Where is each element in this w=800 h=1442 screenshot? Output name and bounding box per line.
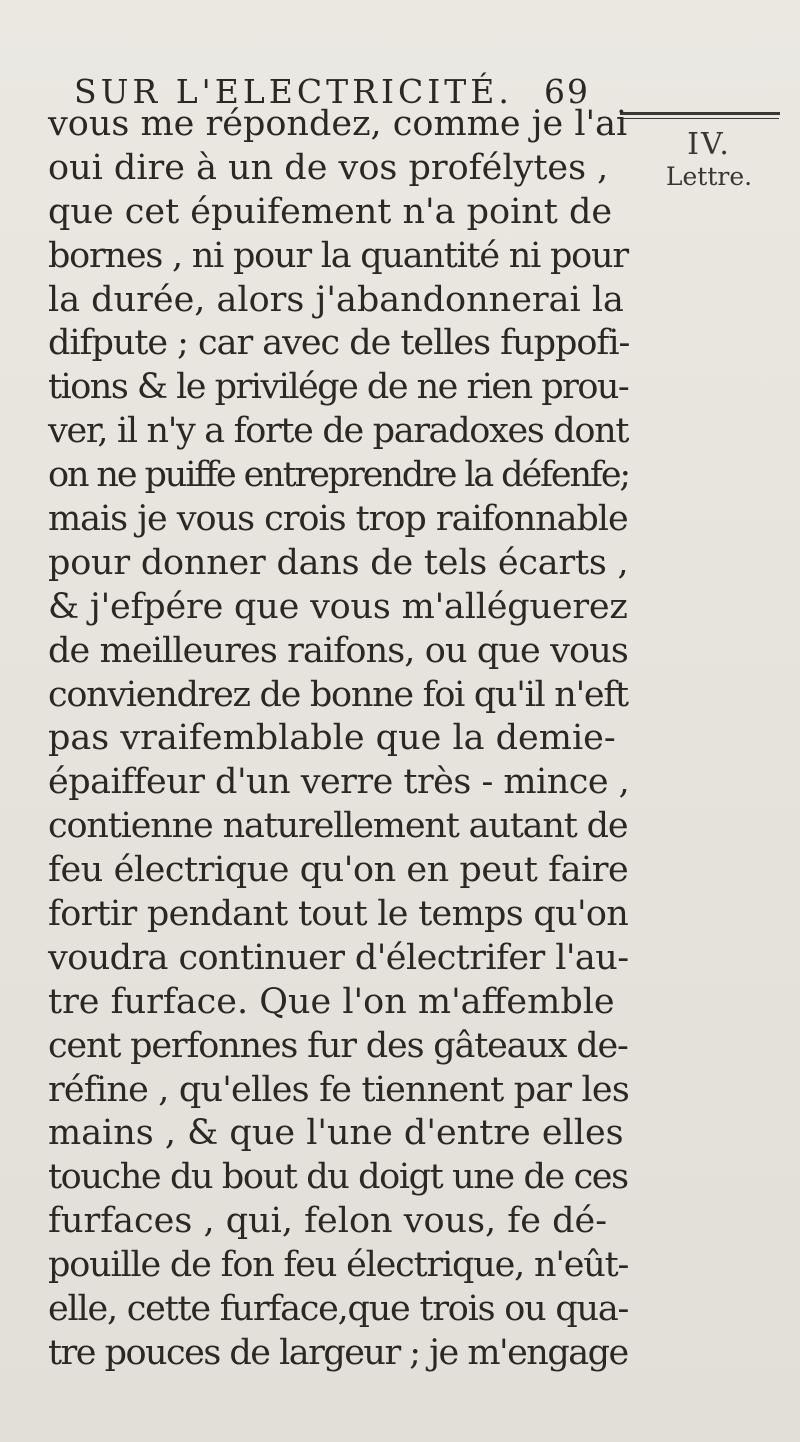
- text-line: on ne puiffe entreprendre la défenfe;: [48, 455, 630, 496]
- text-line: tre furface. Que l'on m'affemble: [48, 981, 615, 1022]
- running-head-title: SUR L'ELECTRICITÉ.: [74, 72, 513, 111]
- margin-note: [634, 127, 784, 192]
- text-line: mains , & que l'une d'entre elles: [48, 1113, 624, 1154]
- text-line: la durée, alors j'abandonnerai la: [48, 279, 624, 320]
- text-line: vous me répondez, comme je l'ai: [48, 104, 628, 144]
- text-line: contienne naturellement autant de: [48, 806, 628, 847]
- margin-rule: [620, 112, 780, 115]
- text-line: conviendrez de bonne foi qu'il n'eft: [48, 674, 628, 715]
- text-line: furfaces , qui, felon vous, fe dé-: [48, 1201, 608, 1242]
- text-line: voudra continuer d'électrifer l'au-: [48, 937, 629, 978]
- text-line: touche du bout du doigt une de ces: [48, 1157, 628, 1198]
- text-line: cent perfonnes fur des gâteaux de-: [48, 1025, 628, 1066]
- text-line: bornes , ni pour la quantité ni pour: [48, 235, 628, 276]
- text-line: pas vraifemblable que la demie-: [48, 718, 616, 759]
- text-line: & j'efpére que vous m'alléguerez: [48, 586, 628, 627]
- text-line: épaiffeur d'un verre très - mince ,: [48, 762, 630, 803]
- text-line: difpute ; car avec de telles fuppofi-: [48, 323, 630, 364]
- margin-note-label: Lettre.: [665, 162, 753, 191]
- text-line: feu électrique qu'on en peut faire: [48, 850, 629, 891]
- text-line: de meilleures raifons, ou que vous: [48, 630, 628, 671]
- text-line: elle, cette furface,que trois ou qua-: [48, 1289, 629, 1330]
- page-number: 69: [544, 72, 590, 111]
- text-line: tions & le privilége de ne rien prou-: [48, 367, 629, 408]
- text-line: pouille de fon feu électrique, n'eût-: [48, 1245, 629, 1286]
- text-line: pour donner dans de tels écarts ,: [48, 542, 629, 583]
- text-line: réfine , qu'elles fe tiennent par les: [48, 1069, 629, 1110]
- text-line: fortir pendant tout le temps qu'on: [48, 894, 629, 935]
- margin-note-number: IV.: [687, 127, 731, 162]
- body-text: [48, 103, 628, 1376]
- text-line: tre pouces de largeur ; je m'engage: [48, 1332, 628, 1373]
- text-line: oui dire à un de vos profélytes ,: [48, 147, 609, 188]
- text-line: ver, il n'y a forte de paradoxes dont: [48, 411, 629, 452]
- text-line: mais je vous crois trop raifonnable: [48, 499, 628, 540]
- text-line: que cet épuifement n'a point de: [48, 191, 613, 232]
